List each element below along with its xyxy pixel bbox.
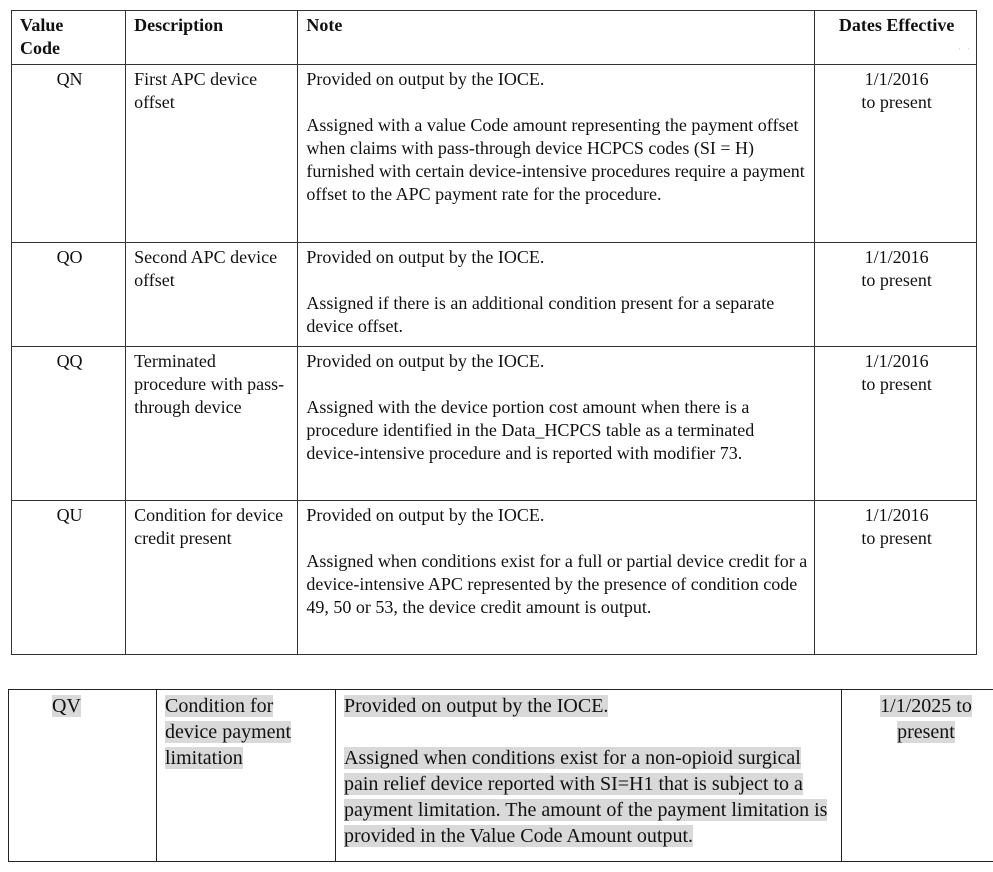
description-cell: Terminated procedure with pass-through device	[126, 347, 298, 501]
date-end: to present	[861, 374, 932, 394]
dates-effective-cell	[815, 65, 977, 243]
note-paragraph-detail: Assigned if there is an additional condition present for a separate device offset.	[306, 293, 775, 336]
table-row	[12, 243, 977, 347]
note-cell	[298, 501, 815, 655]
note-paragraph-output: Provided on output by the IOCE.	[306, 351, 545, 371]
table-header-row	[12, 11, 977, 65]
date-start: 1/1/2016	[864, 351, 929, 371]
date-start: 1/1/2016	[864, 505, 929, 525]
note-paragraph-output: Provided on output by the IOCE.	[306, 247, 545, 267]
table-row	[12, 501, 977, 655]
paragraph-spacer	[306, 373, 808, 396]
note-paragraph-output: Provided on output by the IOCE.	[306, 69, 545, 89]
note-cell	[298, 65, 815, 243]
highlighted-dates: 1/1/2025 to present	[880, 695, 972, 743]
highlighted-description: Condition for device payment limitation	[165, 695, 292, 769]
value-code-cell	[9, 690, 157, 862]
description-cell: Condition for device credit present	[126, 501, 298, 655]
note-paragraph-detail: Assigned when conditions exist for a full or partial device credit for a device-intensive APC represented by the presence of condition code 49, 50 or 53, the device credit amount is output.	[306, 551, 808, 617]
value-code-table-addendum	[8, 689, 993, 862]
description-cell: Second APC device offset	[126, 243, 298, 347]
header-note: Note	[298, 11, 815, 65]
paragraph-spacer	[306, 269, 808, 292]
note-paragraph-detail: Assigned with a value Code amount representing the payment offset when claims with pass-through device HCPCS codes (SI = H) furnished with certain device-intensive procedures require a payment offset to the APC payment rate for the procedure.	[306, 115, 805, 204]
note-paragraph-detail: Assigned when conditions exist for a non-opioid surgical pain relief device reported with SI=H1 that is subject to a payment limitation. The amount of the payment limitation is provided in the Value Code Amount output.	[344, 747, 828, 847]
table-row	[9, 690, 993, 862]
dates-effective-cell	[842, 690, 993, 862]
header-value-code: Value Code	[12, 11, 126, 65]
note-paragraph-detail: Assigned with the device portion cost amount when there is a procedure identified in the Data_HCPCS table as a terminated device-intensive procedure and is reported with modifier 73.	[306, 397, 755, 463]
header-description: Description	[126, 11, 298, 65]
value-code-cell: QQ	[12, 347, 126, 501]
note-paragraph-output: Provided on output by the IOCE.	[306, 505, 545, 525]
value-code-cell: QO	[12, 243, 126, 347]
dates-effective-cell	[815, 501, 977, 655]
paragraph-spacer	[344, 719, 835, 745]
description-cell	[157, 690, 336, 862]
note-cell	[298, 347, 815, 501]
value-code-cell: QU	[12, 501, 126, 655]
table-row	[12, 65, 977, 243]
date-start: 1/1/2016	[864, 69, 929, 89]
note-paragraph-output: Provided on output by the IOCE.	[344, 695, 609, 717]
date-end: to present	[861, 528, 932, 548]
paragraph-spacer	[306, 91, 808, 114]
dates-effective-cell	[815, 347, 977, 501]
date-start: 1/1/2016	[864, 247, 929, 267]
table-row	[12, 347, 977, 501]
header-dates-effective: Dates Effective	[815, 11, 977, 65]
dates-effective-cell	[815, 243, 977, 347]
value-code-cell: QN	[12, 65, 126, 243]
date-end: to present	[861, 270, 932, 290]
note-cell	[336, 690, 842, 862]
scan-artifact-mark: · ·	[958, 44, 973, 54]
highlighted-code: QV	[52, 695, 81, 717]
value-code-table	[11, 10, 977, 655]
note-cell	[298, 243, 815, 347]
description-cell: First APC device offset	[126, 65, 298, 243]
date-end: to present	[861, 92, 932, 112]
paragraph-spacer	[306, 527, 808, 550]
